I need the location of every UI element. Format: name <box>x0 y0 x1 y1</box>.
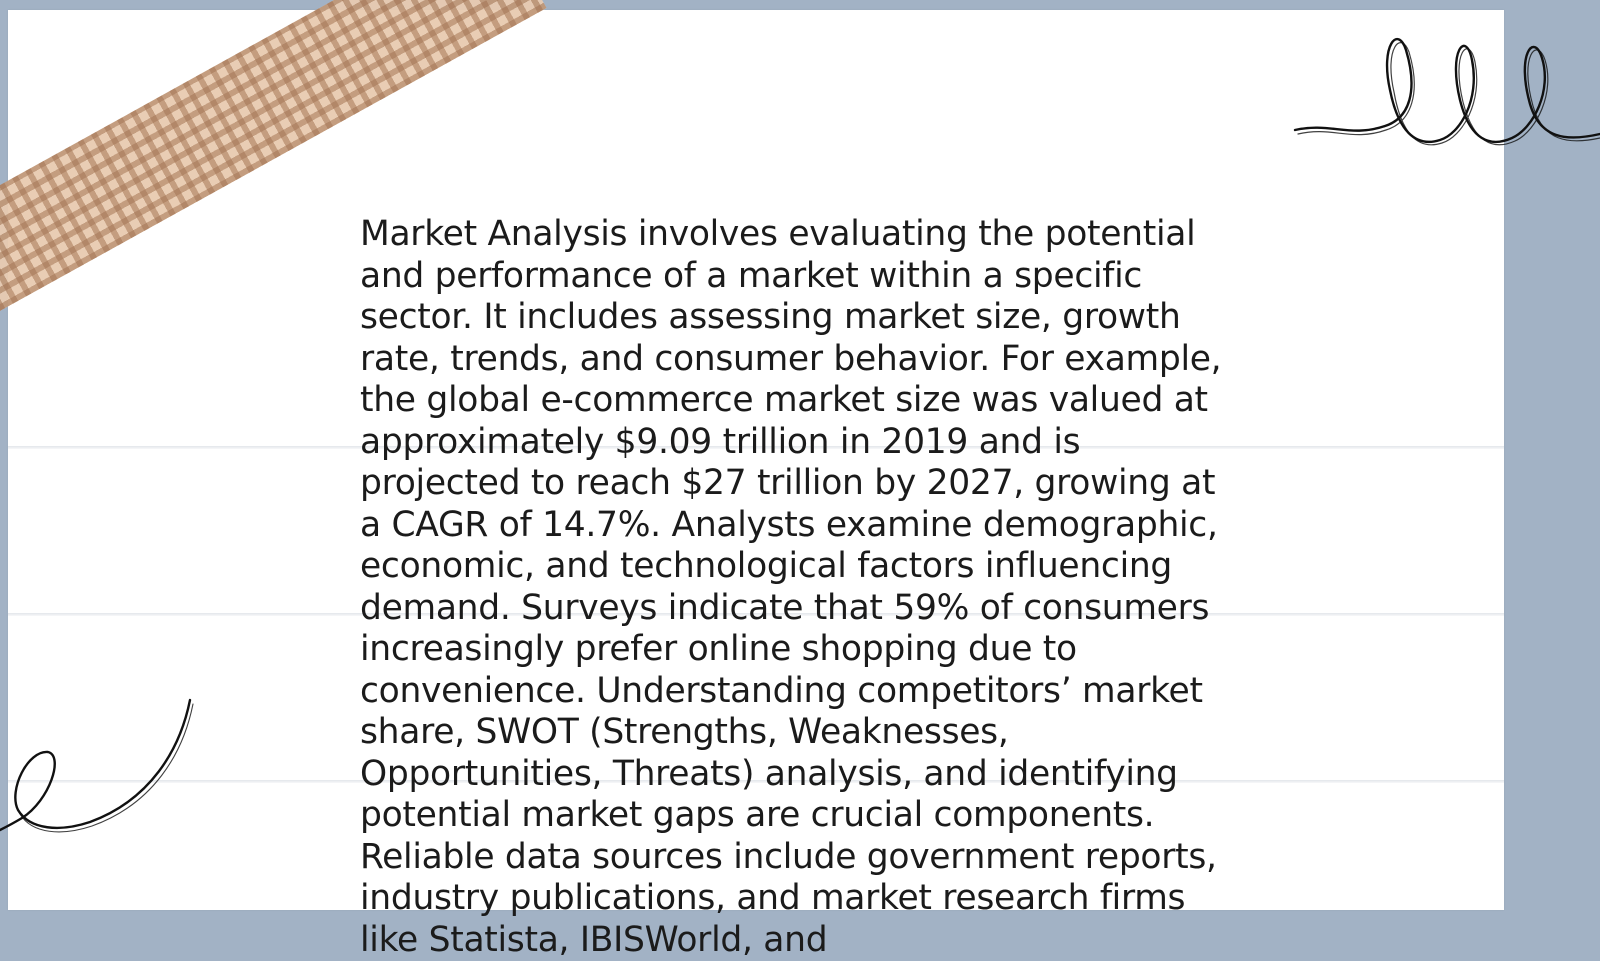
body-paragraph: Market Analysis involves evaluating the potential and performance of a market within a specific sector. It includes assessing market size, growth rate, trends, and consumer behavior. For example, the global e-commerce market size was valued at approximately $9.09 trillion in 2019 and is projected to reach $27 trillion by 2027, growing at a CAGR of 14.7%. Analysts examine demographic, economic, and technological factors influencing demand. Surveys indicate that 59% of consumers increasingly prefer online shopping due to convenience. Understanding competitors’ market share, SWOT (Strengths, Weaknesses, Opportunities, Threats) analysis, and identifying potential market gaps are crucial components. Reliable data sources include government reports, industry publications, and market research firms like Statista, IBISWorld, and <box>360 214 1222 960</box>
loop-scribble-icon <box>1290 30 1600 170</box>
swirl-scribble-icon <box>0 690 200 850</box>
